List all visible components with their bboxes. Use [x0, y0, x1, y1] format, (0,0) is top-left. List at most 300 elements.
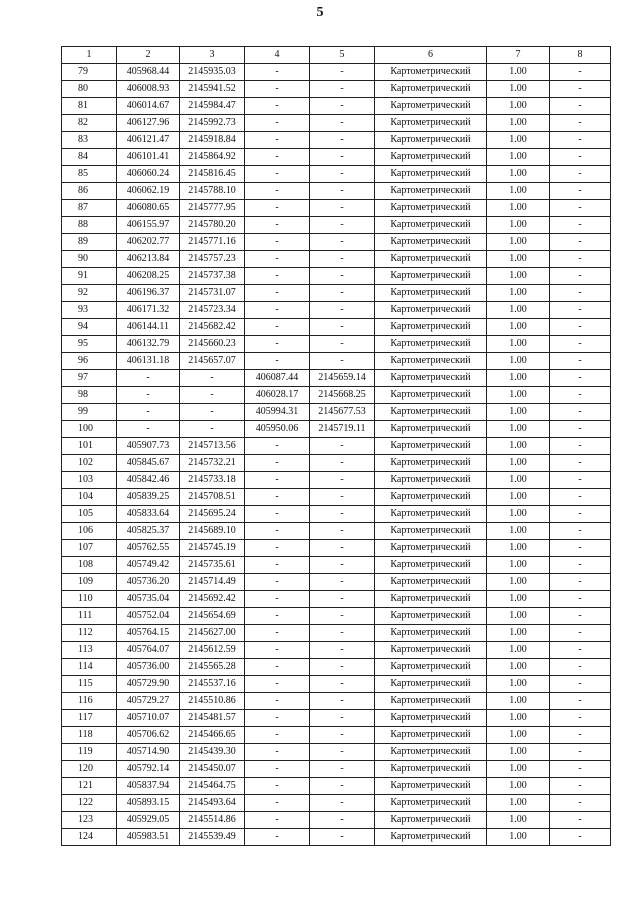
y-coordinate-cell: 2145732.21: [180, 455, 245, 472]
point-number-cell: 99: [62, 404, 117, 421]
new-x-coordinate-cell: -: [245, 812, 310, 829]
x-coordinate-cell: 406202.77: [117, 234, 180, 251]
accuracy-cell: 1.00: [487, 727, 550, 744]
accuracy-cell: 1.00: [487, 234, 550, 251]
method-cell: Картометрический: [375, 506, 487, 523]
page-number: 5: [316, 5, 324, 20]
table-row: [62, 166, 611, 183]
method-cell: Картометрический: [375, 642, 487, 659]
y-coordinate-cell: 2145439.30: [180, 744, 245, 761]
x-coordinate-cell: -: [117, 387, 180, 404]
accuracy-cell: 1.00: [487, 421, 550, 438]
x-coordinate-cell: 405764.07: [117, 642, 180, 659]
accuracy-cell: 1.00: [487, 319, 550, 336]
x-coordinate-cell: 405825.37: [117, 523, 180, 540]
new-x-coordinate-cell: -: [245, 200, 310, 217]
new-y-coordinate-cell: 2145677.53: [310, 404, 375, 421]
point-number-cell: 101: [62, 438, 117, 455]
x-coordinate-cell: -: [117, 404, 180, 421]
new-x-coordinate-cell: -: [245, 115, 310, 132]
point-number-cell: 120: [62, 761, 117, 778]
new-x-coordinate-cell: -: [245, 710, 310, 727]
accuracy-cell: 1.00: [487, 812, 550, 829]
new-x-coordinate-cell: -: [245, 251, 310, 268]
new-y-coordinate-cell: -: [310, 710, 375, 727]
method-cell: Картометрический: [375, 540, 487, 557]
point-number-cell: 107: [62, 540, 117, 557]
x-coordinate-cell: 405710.07: [117, 710, 180, 727]
new-y-coordinate-cell: -: [310, 557, 375, 574]
new-y-coordinate-cell: -: [310, 98, 375, 115]
point-number-cell: 112: [62, 625, 117, 642]
accuracy-cell: 1.00: [487, 829, 550, 846]
method-cell: Картометрический: [375, 693, 487, 710]
accuracy-cell: 1.00: [487, 268, 550, 285]
y-coordinate-cell: 2145539.49: [180, 829, 245, 846]
note-cell: -: [550, 540, 611, 557]
y-coordinate-cell: 2145695.24: [180, 506, 245, 523]
table-row: [62, 778, 611, 795]
accuracy-cell: 1.00: [487, 608, 550, 625]
y-coordinate-cell: 2145682.42: [180, 319, 245, 336]
new-y-coordinate-cell: -: [310, 761, 375, 778]
x-coordinate-cell: -: [117, 421, 180, 438]
new-y-coordinate-cell: -: [310, 489, 375, 506]
new-x-coordinate-cell: 406087.44: [245, 370, 310, 387]
column-header: 8: [550, 47, 611, 64]
column-header: 7: [487, 47, 550, 64]
note-cell: -: [550, 727, 611, 744]
method-cell: Картометрический: [375, 285, 487, 302]
new-y-coordinate-cell: -: [310, 234, 375, 251]
table-row: [62, 829, 611, 846]
new-x-coordinate-cell: 405950.06: [245, 421, 310, 438]
x-coordinate-cell: 405845.67: [117, 455, 180, 472]
note-cell: -: [550, 200, 611, 217]
table-row: [62, 812, 611, 829]
method-cell: Картометрический: [375, 591, 487, 608]
method-cell: Картометрический: [375, 336, 487, 353]
point-number-cell: 91: [62, 268, 117, 285]
y-coordinate-cell: 2145692.42: [180, 591, 245, 608]
accuracy-cell: 1.00: [487, 302, 550, 319]
table-row: [62, 608, 611, 625]
point-number-cell: 122: [62, 795, 117, 812]
new-x-coordinate-cell: -: [245, 744, 310, 761]
method-cell: Картометрический: [375, 370, 487, 387]
column-header: 6: [375, 47, 487, 64]
x-coordinate-cell: 405762.55: [117, 540, 180, 557]
new-x-coordinate-cell: -: [245, 98, 310, 115]
point-number-cell: 104: [62, 489, 117, 506]
table-row: [62, 676, 611, 693]
new-y-coordinate-cell: -: [310, 778, 375, 795]
x-coordinate-cell: 405907.73: [117, 438, 180, 455]
table-row: [62, 183, 611, 200]
new-x-coordinate-cell: -: [245, 336, 310, 353]
point-number-cell: 86: [62, 183, 117, 200]
note-cell: -: [550, 115, 611, 132]
new-y-coordinate-cell: -: [310, 523, 375, 540]
note-cell: -: [550, 438, 611, 455]
method-cell: Картометрический: [375, 98, 487, 115]
method-cell: Картометрический: [375, 659, 487, 676]
note-cell: -: [550, 64, 611, 81]
new-x-coordinate-cell: -: [245, 268, 310, 285]
new-y-coordinate-cell: -: [310, 659, 375, 676]
new-y-coordinate-cell: -: [310, 472, 375, 489]
x-coordinate-cell: 405792.14: [117, 761, 180, 778]
method-cell: Картометрический: [375, 268, 487, 285]
table-row: [62, 217, 611, 234]
new-x-coordinate-cell: -: [245, 540, 310, 557]
new-x-coordinate-cell: -: [245, 438, 310, 455]
y-coordinate-cell: 2145714.49: [180, 574, 245, 591]
new-x-coordinate-cell: -: [245, 506, 310, 523]
method-cell: Картометрический: [375, 200, 487, 217]
x-coordinate-cell: 405842.46: [117, 472, 180, 489]
y-coordinate-cell: -: [180, 421, 245, 438]
method-cell: Картометрический: [375, 744, 487, 761]
new-y-coordinate-cell: -: [310, 251, 375, 268]
new-y-coordinate-cell: -: [310, 81, 375, 98]
accuracy-cell: 1.00: [487, 642, 550, 659]
x-coordinate-cell: -: [117, 370, 180, 387]
accuracy-cell: 1.00: [487, 64, 550, 81]
y-coordinate-cell: 2145816.45: [180, 166, 245, 183]
method-cell: Картометрический: [375, 132, 487, 149]
table-row: [62, 506, 611, 523]
note-cell: -: [550, 455, 611, 472]
y-coordinate-cell: 2145733.18: [180, 472, 245, 489]
table-row: [62, 659, 611, 676]
point-number-cell: 113: [62, 642, 117, 659]
method-cell: Картометрический: [375, 183, 487, 200]
point-number-cell: 115: [62, 676, 117, 693]
new-y-coordinate-cell: 2145659.14: [310, 370, 375, 387]
method-cell: Картометрический: [375, 438, 487, 455]
point-number-cell: 87: [62, 200, 117, 217]
y-coordinate-cell: 2145777.95: [180, 200, 245, 217]
method-cell: Картометрический: [375, 404, 487, 421]
accuracy-cell: 1.00: [487, 115, 550, 132]
method-cell: Картометрический: [375, 217, 487, 234]
x-coordinate-cell: 406062.19: [117, 183, 180, 200]
x-coordinate-cell: 405749.42: [117, 557, 180, 574]
new-x-coordinate-cell: -: [245, 795, 310, 812]
method-cell: Картометрический: [375, 387, 487, 404]
new-y-coordinate-cell: -: [310, 540, 375, 557]
method-cell: Картометрический: [375, 761, 487, 778]
point-number-cell: 82: [62, 115, 117, 132]
method-cell: Картометрический: [375, 319, 487, 336]
point-number-cell: 105: [62, 506, 117, 523]
note-cell: -: [550, 761, 611, 778]
accuracy-cell: 1.00: [487, 98, 550, 115]
new-x-coordinate-cell: -: [245, 489, 310, 506]
table-row: [62, 149, 611, 166]
note-cell: -: [550, 676, 611, 693]
point-number-cell: 106: [62, 523, 117, 540]
y-coordinate-cell: 2145466.65: [180, 727, 245, 744]
accuracy-cell: 1.00: [487, 81, 550, 98]
point-number-cell: 85: [62, 166, 117, 183]
new-x-coordinate-cell: -: [245, 591, 310, 608]
note-cell: -: [550, 591, 611, 608]
accuracy-cell: 1.00: [487, 404, 550, 421]
table-row: [62, 132, 611, 149]
method-cell: Картометрический: [375, 523, 487, 540]
point-number-cell: 117: [62, 710, 117, 727]
new-y-coordinate-cell: -: [310, 183, 375, 200]
table-row: [62, 438, 611, 455]
x-coordinate-cell: 406171.32: [117, 302, 180, 319]
note-cell: -: [550, 149, 611, 166]
table-row: [62, 795, 611, 812]
table-row: [62, 98, 611, 115]
accuracy-cell: 1.00: [487, 676, 550, 693]
method-cell: Картометрический: [375, 812, 487, 829]
table-row: [62, 404, 611, 421]
y-coordinate-cell: 2145660.23: [180, 336, 245, 353]
new-y-coordinate-cell: 2145719.11: [310, 421, 375, 438]
new-y-coordinate-cell: -: [310, 438, 375, 455]
accuracy-cell: 1.00: [487, 778, 550, 795]
point-number-cell: 84: [62, 149, 117, 166]
accuracy-cell: 1.00: [487, 251, 550, 268]
note-cell: -: [550, 404, 611, 421]
note-cell: -: [550, 421, 611, 438]
x-coordinate-cell: 406127.96: [117, 115, 180, 132]
table-row: [62, 370, 611, 387]
x-coordinate-cell: 405968.44: [117, 64, 180, 81]
point-number-cell: 92: [62, 285, 117, 302]
column-header: 4: [245, 47, 310, 64]
new-x-coordinate-cell: -: [245, 608, 310, 625]
new-y-coordinate-cell: -: [310, 455, 375, 472]
method-cell: Картометрический: [375, 472, 487, 489]
method-cell: Картометрический: [375, 574, 487, 591]
accuracy-cell: 1.00: [487, 506, 550, 523]
table-row: [62, 744, 611, 761]
accuracy-cell: 1.00: [487, 200, 550, 217]
method-cell: Картометрический: [375, 557, 487, 574]
point-number-cell: 121: [62, 778, 117, 795]
table-row: [62, 489, 611, 506]
x-coordinate-cell: 406144.11: [117, 319, 180, 336]
new-x-coordinate-cell: -: [245, 64, 310, 81]
point-number-cell: 81: [62, 98, 117, 115]
y-coordinate-cell: 2145612.59: [180, 642, 245, 659]
new-x-coordinate-cell: -: [245, 574, 310, 591]
column-header: 3: [180, 47, 245, 64]
new-x-coordinate-cell: -: [245, 761, 310, 778]
new-y-coordinate-cell: -: [310, 744, 375, 761]
point-number-cell: 114: [62, 659, 117, 676]
y-coordinate-cell: 2145935.03: [180, 64, 245, 81]
new-x-coordinate-cell: -: [245, 132, 310, 149]
table-row: [62, 557, 611, 574]
note-cell: -: [550, 166, 611, 183]
method-cell: Картометрический: [375, 64, 487, 81]
note-cell: -: [550, 489, 611, 506]
new-y-coordinate-cell: -: [310, 217, 375, 234]
accuracy-cell: 1.00: [487, 472, 550, 489]
table-row: [62, 625, 611, 642]
note-cell: -: [550, 744, 611, 761]
note-cell: -: [550, 302, 611, 319]
y-coordinate-cell: 2145654.69: [180, 608, 245, 625]
y-coordinate-cell: 2145514.86: [180, 812, 245, 829]
note-cell: -: [550, 353, 611, 370]
new-x-coordinate-cell: -: [245, 523, 310, 540]
new-y-coordinate-cell: -: [310, 608, 375, 625]
note-cell: -: [550, 642, 611, 659]
point-number-cell: 80: [62, 81, 117, 98]
table-row: [62, 302, 611, 319]
point-number-cell: 98: [62, 387, 117, 404]
table-row: [62, 710, 611, 727]
x-coordinate-cell: 406060.24: [117, 166, 180, 183]
method-cell: Картометрический: [375, 778, 487, 795]
point-number-cell: 124: [62, 829, 117, 846]
method-cell: Картометрический: [375, 166, 487, 183]
new-x-coordinate-cell: -: [245, 472, 310, 489]
method-cell: Картометрический: [375, 727, 487, 744]
note-cell: -: [550, 132, 611, 149]
table-row: [62, 353, 611, 370]
new-y-coordinate-cell: -: [310, 506, 375, 523]
point-number-cell: 103: [62, 472, 117, 489]
y-coordinate-cell: 2145757.23: [180, 251, 245, 268]
note-cell: -: [550, 574, 611, 591]
y-coordinate-cell: -: [180, 387, 245, 404]
x-coordinate-cell: 405983.51: [117, 829, 180, 846]
x-coordinate-cell: 406101.41: [117, 149, 180, 166]
new-y-coordinate-cell: -: [310, 115, 375, 132]
x-coordinate-cell: 406121.47: [117, 132, 180, 149]
table-row: [62, 387, 611, 404]
new-x-coordinate-cell: -: [245, 149, 310, 166]
column-header: 5: [310, 47, 375, 64]
new-x-coordinate-cell: -: [245, 659, 310, 676]
y-coordinate-cell: 2145984.47: [180, 98, 245, 115]
method-cell: Картометрический: [375, 81, 487, 98]
method-cell: Картометрический: [375, 676, 487, 693]
new-y-coordinate-cell: -: [310, 625, 375, 642]
new-y-coordinate-cell: -: [310, 591, 375, 608]
note-cell: -: [550, 557, 611, 574]
note-cell: -: [550, 98, 611, 115]
note-cell: -: [550, 234, 611, 251]
y-coordinate-cell: 2145771.16: [180, 234, 245, 251]
point-number-cell: 108: [62, 557, 117, 574]
y-coordinate-cell: -: [180, 404, 245, 421]
method-cell: Картометрический: [375, 829, 487, 846]
table-row: [62, 761, 611, 778]
point-number-cell: 110: [62, 591, 117, 608]
new-x-coordinate-cell: -: [245, 642, 310, 659]
new-x-coordinate-cell: -: [245, 217, 310, 234]
note-cell: -: [550, 795, 611, 812]
new-y-coordinate-cell: -: [310, 319, 375, 336]
method-cell: Картометрический: [375, 625, 487, 642]
table-row: [62, 64, 611, 81]
point-number-cell: 97: [62, 370, 117, 387]
new-y-coordinate-cell: 2145668.25: [310, 387, 375, 404]
y-coordinate-cell: 2145510.86: [180, 693, 245, 710]
table-header-row: [62, 47, 611, 64]
x-coordinate-cell: 406132.79: [117, 336, 180, 353]
table-row: [62, 421, 611, 438]
y-coordinate-cell: 2145737.38: [180, 268, 245, 285]
note-cell: -: [550, 506, 611, 523]
note-cell: -: [550, 285, 611, 302]
y-coordinate-cell: 2145464.75: [180, 778, 245, 795]
x-coordinate-cell: 405929.05: [117, 812, 180, 829]
new-x-coordinate-cell: -: [245, 557, 310, 574]
table-row: [62, 472, 611, 489]
x-coordinate-cell: 406213.84: [117, 251, 180, 268]
note-cell: -: [550, 523, 611, 540]
note-cell: -: [550, 625, 611, 642]
point-number-cell: 111: [62, 608, 117, 625]
new-x-coordinate-cell: 406028.17: [245, 387, 310, 404]
note-cell: -: [550, 387, 611, 404]
point-number-cell: 93: [62, 302, 117, 319]
note-cell: -: [550, 778, 611, 795]
y-coordinate-cell: 2145723.34: [180, 302, 245, 319]
new-x-coordinate-cell: -: [245, 625, 310, 642]
table-row: [62, 574, 611, 591]
new-x-coordinate-cell: -: [245, 302, 310, 319]
x-coordinate-cell: 406080.65: [117, 200, 180, 217]
accuracy-cell: 1.00: [487, 132, 550, 149]
note-cell: -: [550, 829, 611, 846]
accuracy-cell: 1.00: [487, 438, 550, 455]
new-y-coordinate-cell: -: [310, 64, 375, 81]
new-y-coordinate-cell: -: [310, 574, 375, 591]
x-coordinate-cell: 405833.64: [117, 506, 180, 523]
x-coordinate-cell: 406155.97: [117, 217, 180, 234]
y-coordinate-cell: 2145864.92: [180, 149, 245, 166]
note-cell: -: [550, 251, 611, 268]
accuracy-cell: 1.00: [487, 336, 550, 353]
table-row: [62, 727, 611, 744]
x-coordinate-cell: 405764.15: [117, 625, 180, 642]
accuracy-cell: 1.00: [487, 183, 550, 200]
new-y-coordinate-cell: -: [310, 676, 375, 693]
method-cell: Картометрический: [375, 115, 487, 132]
method-cell: Картометрический: [375, 795, 487, 812]
method-cell: Картометрический: [375, 489, 487, 506]
point-number-cell: 79: [62, 64, 117, 81]
note-cell: -: [550, 472, 611, 489]
x-coordinate-cell: 405839.25: [117, 489, 180, 506]
new-y-coordinate-cell: -: [310, 132, 375, 149]
table-row: [62, 115, 611, 132]
x-coordinate-cell: 406208.25: [117, 268, 180, 285]
point-number-cell: 123: [62, 812, 117, 829]
accuracy-cell: 1.00: [487, 489, 550, 506]
point-number-cell: 109: [62, 574, 117, 591]
point-number-cell: 95: [62, 336, 117, 353]
new-y-coordinate-cell: -: [310, 795, 375, 812]
note-cell: -: [550, 183, 611, 200]
new-y-coordinate-cell: -: [310, 693, 375, 710]
x-coordinate-cell: 406131.18: [117, 353, 180, 370]
y-coordinate-cell: 2145735.61: [180, 557, 245, 574]
